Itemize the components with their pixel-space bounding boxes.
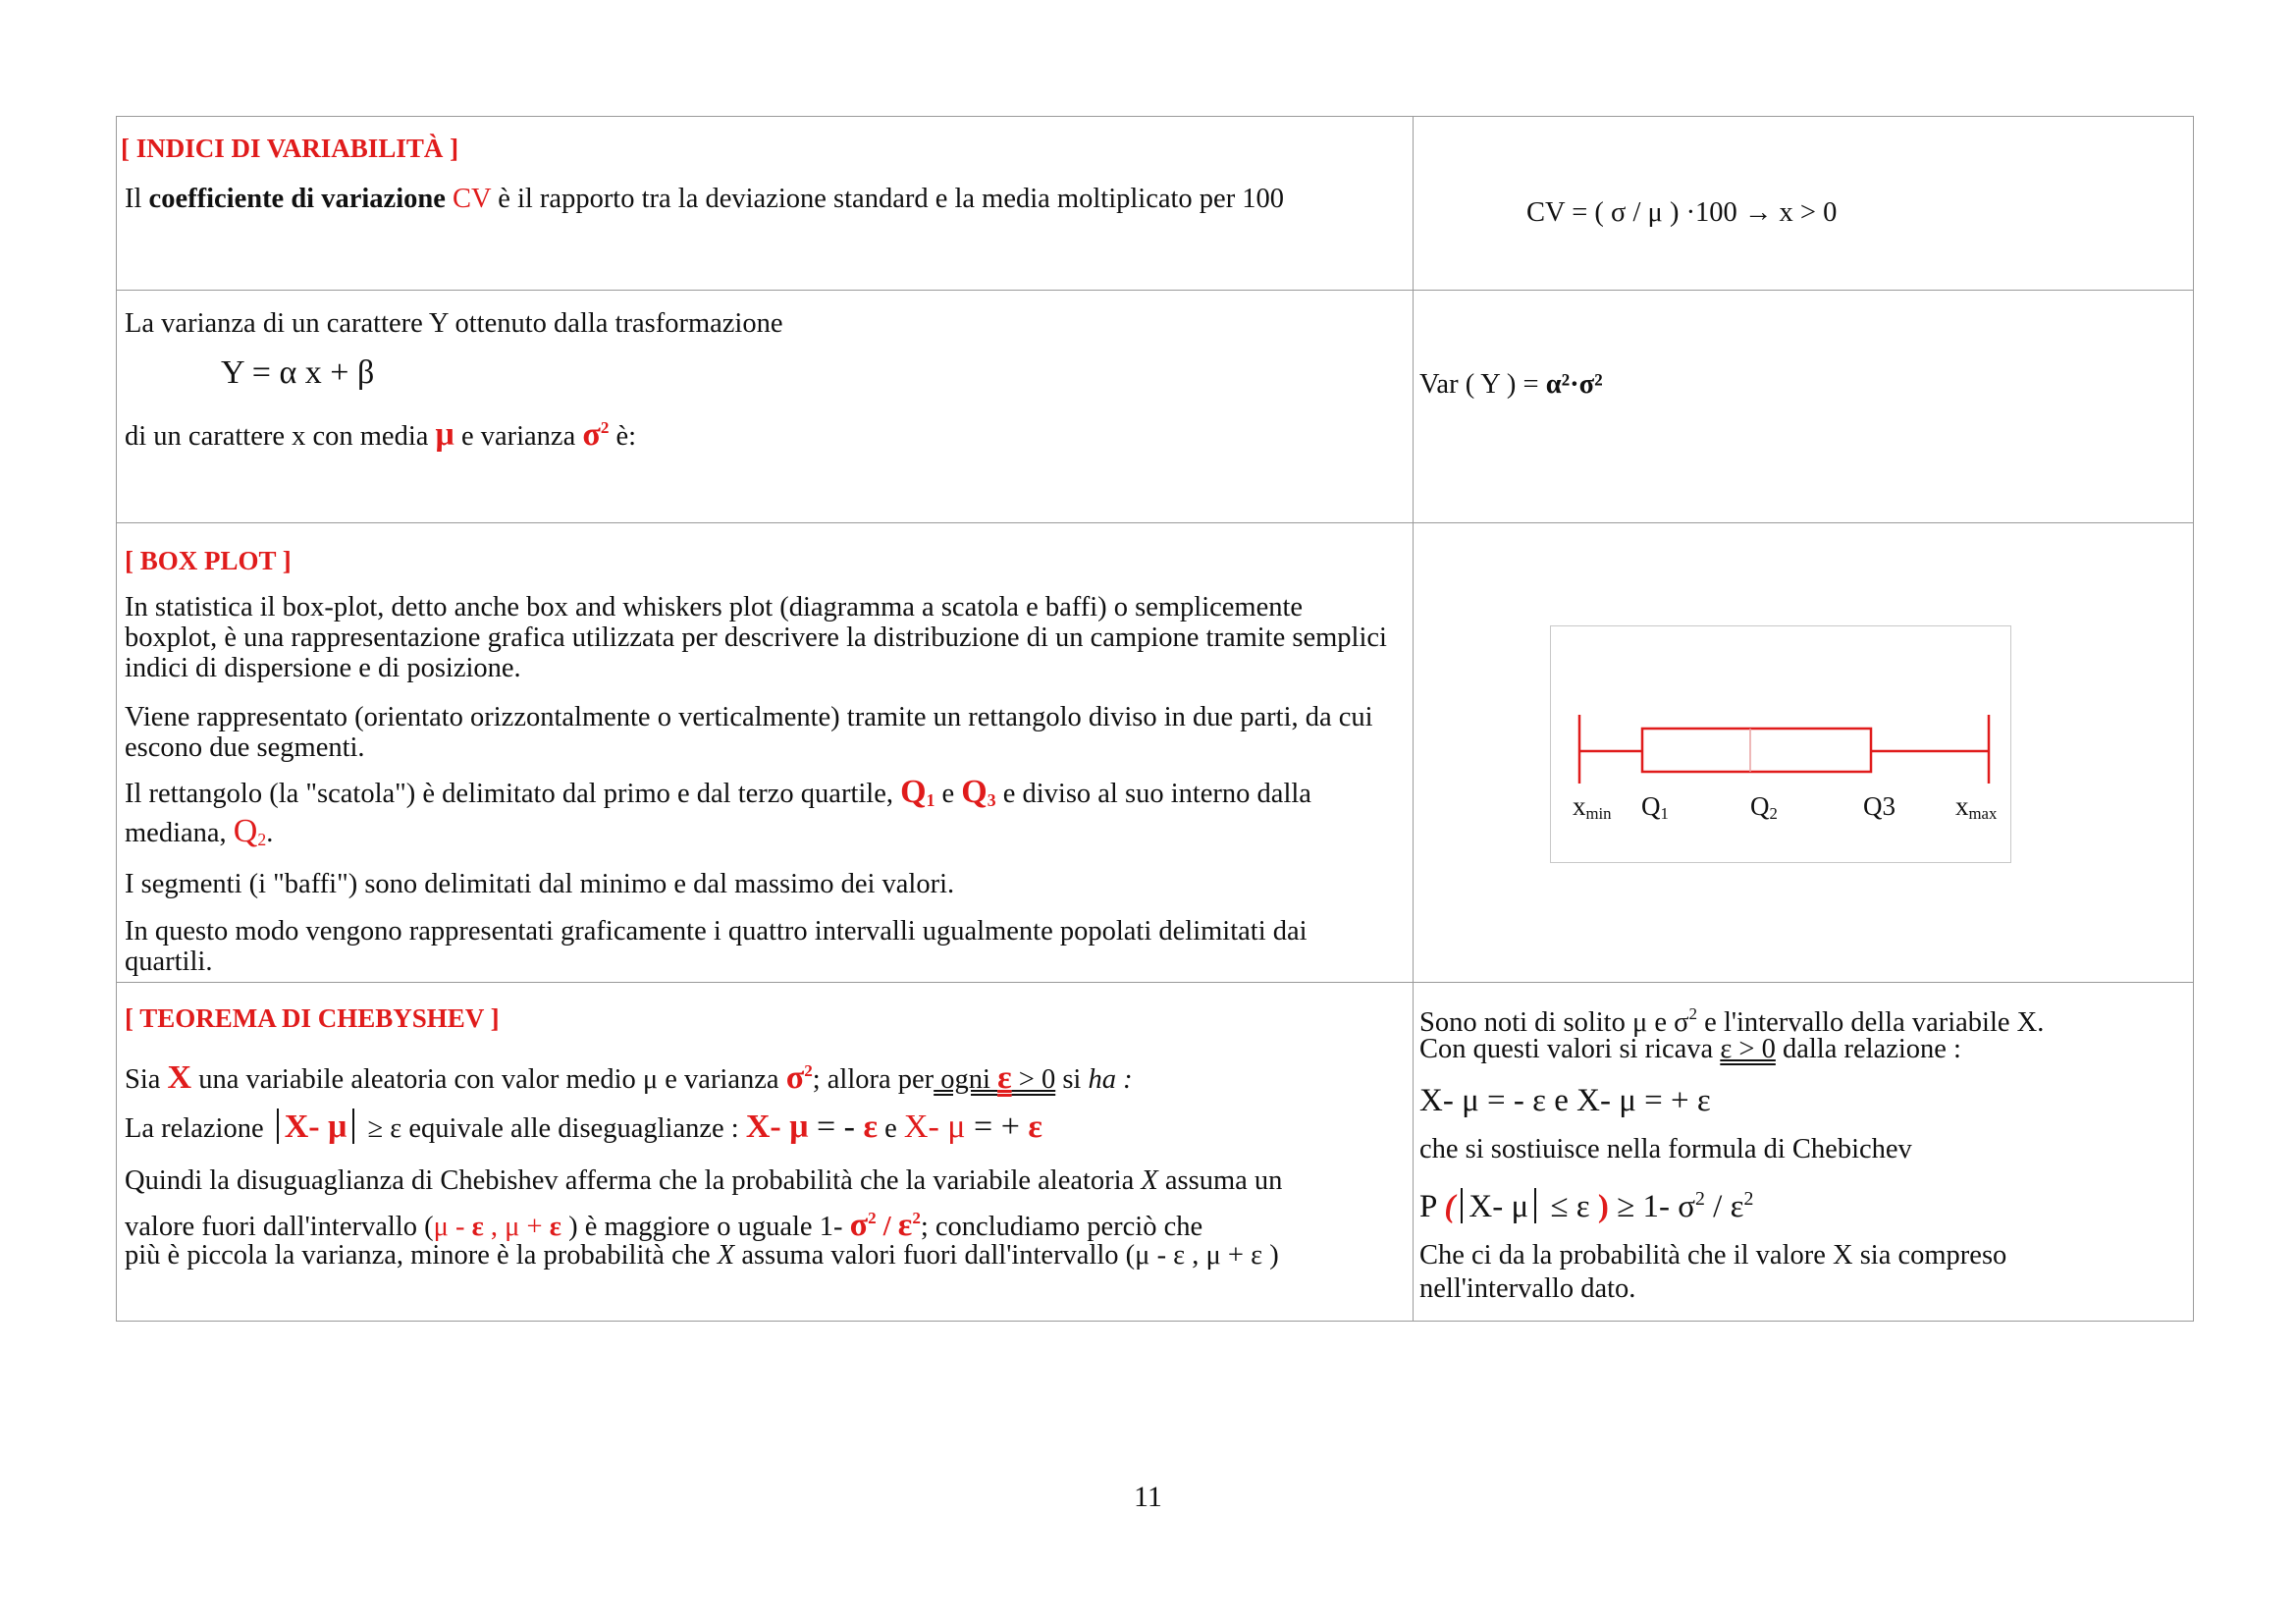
heading-chebyshev: [ TEOREMA DI CHEBYSHEV ] (125, 1003, 500, 1033)
label-q3: Q3 (1863, 791, 1896, 821)
chebyshev-r4: che si sostiuisce nella formula di Chebichev (1419, 1134, 1912, 1164)
abs-bar (352, 1109, 354, 1144)
cv-definition: Il coefficiente di variazione CV è il rapporto tra la deviazione standard e la media moltiplicato per 100 (125, 184, 1285, 214)
chebyshev-s3: Quindi la disuguaglianza di Chebishev afferma che la probabilità che la variabile aleatoria X assuma un (125, 1165, 1283, 1196)
boxplot-p4: I segmenti (i "baffi") sono delimitati dal minimo e dal massimo dei valori. (125, 869, 955, 899)
boxplot-svg (1551, 626, 2012, 864)
heading-boxplot: [ BOX PLOT ] (125, 546, 292, 575)
abs-bar (1534, 1188, 1536, 1223)
cv-formula-cell (1414, 117, 2194, 291)
page-number: 11 (1134, 1481, 1162, 1513)
boxplot-p5: In questo modo vengono rappresentati graficamente i quattro intervalli ugualmente popolati delimitati dai quartili. (125, 916, 1308, 977)
chebyshev-r5: P ( X- μ ≤ ε ) ≥ 1- $\sigma^2 / \varepsilon^2$ (1419, 1188, 1754, 1224)
chebyshev-s5: più è piccola la varianza, minore è la probabilità che X assuma valori fuori dall'intervallo (μ - ε , μ + ε ) (125, 1240, 1279, 1271)
abs-bar (1461, 1188, 1463, 1223)
chebyshev-r2: Con questi valori si ricava ε > 0 dalla relazione : (1419, 1034, 1961, 1064)
boxplot-text-cell (117, 523, 1414, 983)
boxplot-diagram (1550, 625, 2011, 863)
label-q1: $Q_1$ (1641, 791, 1669, 823)
varianza-formula-cell (1414, 291, 2194, 523)
chebyshev-r7: nell'intervallo dato. (1419, 1273, 1636, 1304)
chebyshev-text-cell (117, 983, 1414, 1322)
chebyshev-r6: Che ci da la probabilità che il valore X sia compreso (1419, 1240, 2007, 1271)
label-xmax: $x_{max}$ (1955, 791, 1998, 823)
varianza-line3: di un carattere x con media μ e varianza $\sigma^2$ è: (125, 416, 637, 453)
chebyshev-s2: La relazione X- μ ≥ ε equivale alle diseguaglianze : X- μ = - ε e X- μ = + ε (125, 1109, 1042, 1145)
boxplot-p1: In statistica il box-plot, detto anche box and whiskers plot (diagramma a scatola e baffi) o semplicemente boxplot, è una rappresentazione grafica utilizzata per descrivere la distribuzione di un campione tramite semplici indici di dispersione e di posizione. (125, 592, 1387, 683)
varianza-line1: La varianza di un carattere Y ottenuto dalla trasformazione (125, 308, 783, 339)
boxplot-p2: Viene rappresentato (orientato orizzontalmente o verticalmente) tramite un rettangolo diviso in due parti, da cui escono due segmenti. (125, 702, 1373, 763)
label-q2: $Q_2$ (1750, 791, 1778, 823)
label-xmin: $x_{min}$ (1573, 791, 1612, 823)
abs-bar (277, 1109, 279, 1144)
box-q1-q3 (1642, 729, 1871, 772)
cv-formula: CV = ( σ / μ ) ·100 → x > 0 (1526, 197, 1838, 228)
chebyshev-r3: X- μ = - ε e X- μ = + ε (1419, 1083, 1711, 1118)
cv-text-cell (117, 117, 1414, 291)
content-table (116, 116, 2194, 1322)
boxplot-diagram-cell (1414, 523, 2194, 983)
chebyshev-s1: Sia X una variabile aleatoria con valor medio μ e varianza $\sigma^2$; allora per ogni ε > 0 si ha : (125, 1059, 1133, 1096)
chebyshev-r1: Sono noti di solito μ e $\sigma^2$ e l'intervallo della variabile X. (1419, 1004, 2045, 1038)
transform-formula: Y = α x + β (221, 354, 375, 391)
boxplot-p3: Il rettangolo (la "scatola") è delimitato dal primo e dal terzo quartile, $Q_1$ e $Q_3$ e diviso al suo interno dalla mediana, $Q_2$. (125, 774, 1311, 849)
var-formula: Var ( Y ) = α²·σ² (1419, 369, 1603, 400)
varianza-text-cell (117, 291, 1414, 523)
heading-variabilita: [ INDICI DI VARIABILITÀ ] (121, 134, 459, 163)
chebyshev-s4: valore fuori dall'intervallo (μ - ε , μ + ε ) è maggiore o uguale 1- $\sigma^2 / \varepsilon^2$; concludiamo perciò che (125, 1207, 1203, 1243)
chebyshev-right-cell (1414, 983, 2194, 1322)
